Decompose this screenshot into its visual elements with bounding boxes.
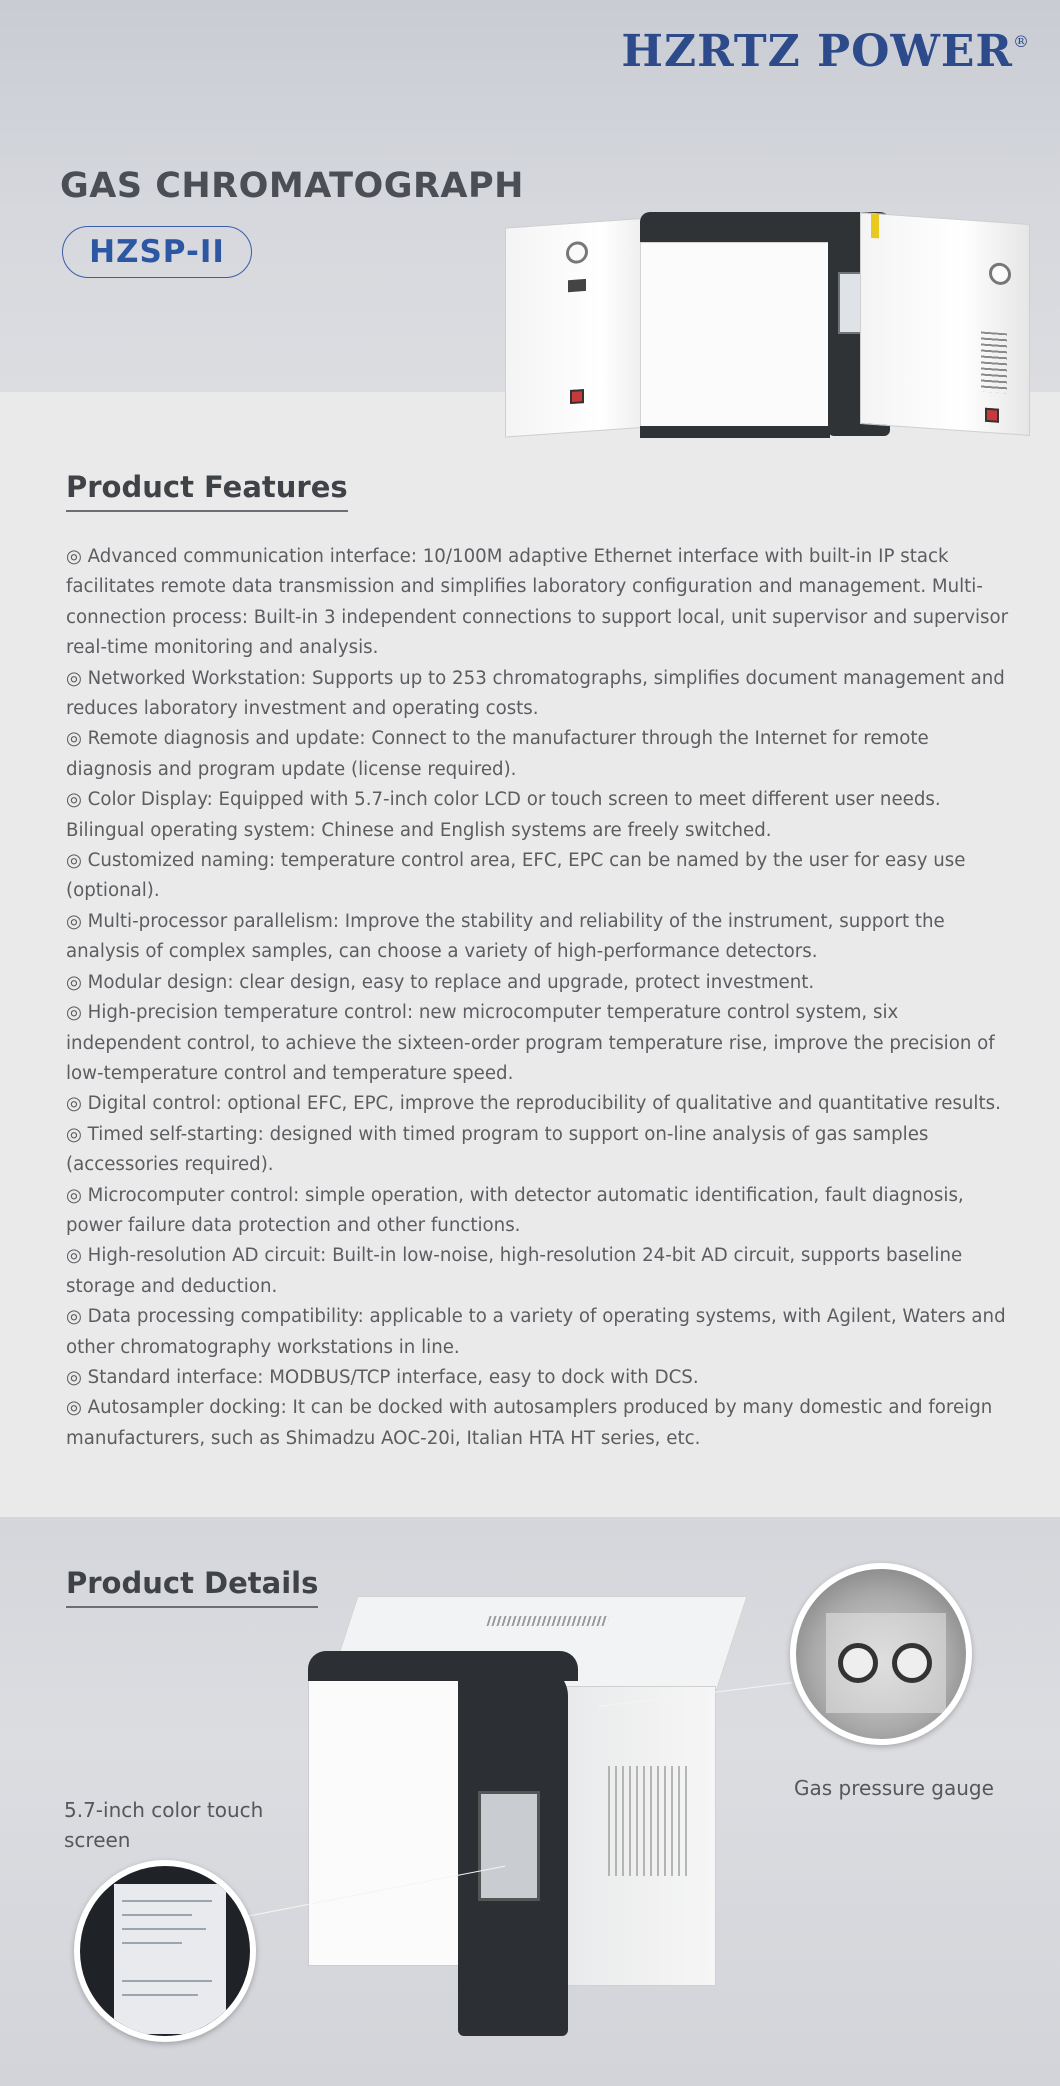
features-list <box>66 542 1016 1454</box>
feature-item: ◎ Modular design: clear design, easy to replace and upgrade, protect investment. <box>66 971 815 993</box>
brand-logo <box>621 26 1030 77</box>
page-title: GAS CHROMATOGRAPH <box>60 166 524 206</box>
brand-name: HZRTZ POWER <box>621 26 1013 77</box>
feature-item: ◎ Autosampler docking: It can be docked with autosamplers produced by many domestic and foreign manufacturers, such as Shimadzu AOC-20i, Italian HTA HT series, etc. <box>66 1397 993 1449</box>
gas-chromatograph-unit <box>640 212 890 438</box>
display-icon <box>568 279 586 292</box>
feature-item: ◎ Color Display: Equipped with 5.7-inch color LCD or touch screen to meet different user needs. Bilingual operating system: Chinese and English systems are freely switched. <box>66 789 941 841</box>
air-generator-right <box>860 212 1030 436</box>
feature-item: ◎ Microcomputer control: simple operation, with detector automatic identification, fault diagnosis, power failure data protection and other functions. <box>66 1184 964 1236</box>
touch-screen-icon <box>478 1791 540 1901</box>
power-switch-icon <box>570 389 584 404</box>
detail-product-image <box>308 1596 728 2040</box>
lcd-screen-icon <box>114 1884 226 2034</box>
feature-item: ◎ High-precision temperature control: new microcomputer temperature control system, six independent control, to achieve the sixteen-order program temperature rise, improve the precision of low-temperature control and temperature speed. <box>66 1002 995 1084</box>
warning-strip <box>871 214 879 239</box>
feature-item: ◎ Advanced communication interface: 10/100M adaptive Ethernet interface with built-in IP stack facilitates remote data transmission and simplifies laboratory configuration and management. Multi-connection process: Built-in 3 independent connections to support local, unit supervisor and supervisor real-time monitoring and analysis. <box>66 546 1009 659</box>
registered-mark: ® <box>1013 32 1030 51</box>
feature-item: ◎ Data processing compatibility: applicable to a variety of operating systems, with Agilent, Waters and other chromatography workstations in line. <box>66 1306 1006 1358</box>
gauge-callout-label: Gas pressure gauge <box>794 1776 994 1800</box>
gauge-icon <box>989 262 1011 286</box>
feature-item: ◎ Customized naming: temperature control area, EFC, EPC can be named by the user for easy use (optional). <box>66 850 966 902</box>
power-switch-icon <box>985 408 999 423</box>
gauge-icon <box>566 241 588 265</box>
feature-item: ◎ Timed self-starting: designed with timed program to support on-line analysis of gas samples (accessories required). <box>66 1123 929 1176</box>
feature-item: ◎ Multi-processor parallelism: Improve the stability and reliability of the instrument, support the analysis of complex samples, can choose a variety of high-performance detectors. <box>66 910 945 963</box>
feature-item: ◎ Standard interface: MODBUS/TCP interface, easy to dock with DCS. <box>66 1366 699 1388</box>
vent-grille <box>608 1766 688 1876</box>
model-badge: HZSP-II <box>62 226 252 278</box>
feature-item: ◎ Digital control: optional EFC, EPC, improve the reproducibility of qualitative and quantitative results. <box>66 1093 1001 1115</box>
screen-callout-label: 5.7-inch color touch screen <box>64 1798 264 1852</box>
features-heading: Product Features <box>66 470 348 512</box>
vent-grille <box>486 1616 609 1626</box>
vent-grille <box>981 332 1007 394</box>
feature-item: ◎ High-resolution AD circuit: Built-in low-noise, high-resolution 24-bit AD circuit, supports baseline storage and deduction. <box>66 1245 963 1297</box>
gauge-closeup-image <box>790 1563 972 1745</box>
gauge-icon <box>838 1643 878 1683</box>
screen-closeup-image <box>74 1860 256 2042</box>
feature-item: ◎ Remote diagnosis and update: Connect to the manufacturer through the Internet for remote diagnosis and program update (license required). <box>66 728 929 780</box>
gauge-icon <box>892 1643 932 1683</box>
feature-item: ◎ Networked Workstation: Supports up to 253 chromatographs, simplifies document management and reduces laboratory investment and operating costs. <box>66 667 1005 720</box>
details-heading: Product Details <box>66 1566 318 1608</box>
